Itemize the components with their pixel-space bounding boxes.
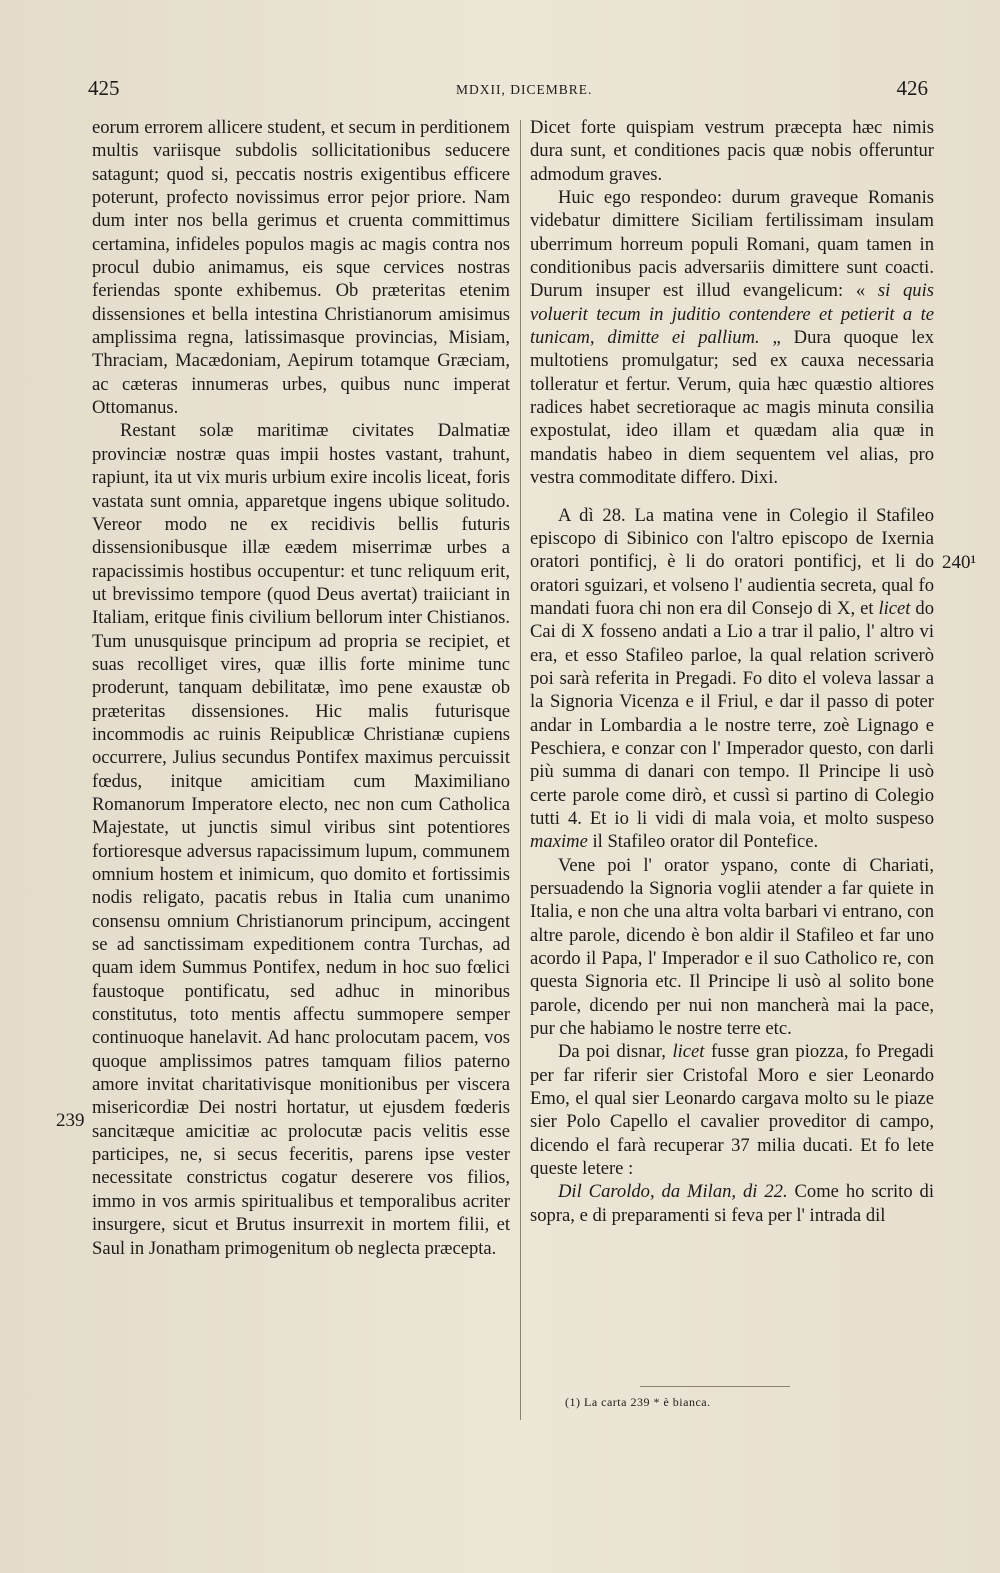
column-divider bbox=[520, 120, 521, 1420]
left-paragraph: eorum errorem allicere student, et secum in perditionem multis variisque subdolis sollicitationibus seducere satagunt; quod si, peccatis nostris exigentibus efficere poterunt, profecto novissimus error pejor priore. Nam dum inter nos bella gerimus et cruenta committimus certamina, infideles populos magis ac magis contra nos procul dubio animamus, eis sque cervices nostras feriendas sponte exhibemus. Ob præteritas etenim dissensiones et bella intestina Christianorum amisimus amplissima regna, latissimasque provincias, Misiam, Thraciam, Macædoniam, Aepirum totamque Græciam, ac cæteras innumeras urbes, quibus nunc imperat Ottomanus. bbox=[92, 117, 510, 419]
footnote: (1) La carta 239 * è bianca. bbox=[565, 1395, 711, 1409]
right-paragraph bbox=[530, 1180, 934, 1227]
right-paragraph bbox=[530, 186, 934, 489]
left-column bbox=[92, 116, 510, 1260]
page-header bbox=[0, 76, 1000, 106]
left-paragraph: Restant solæ maritimæ civitates Dalmatiæ provinciæ nostræ quas impii hostes vastant, trahunt, rapiunt, ita ut vix muris urbium exire incolis liceat, foris vastata sunt omnia, apparetque ingens ubique solitudo. Vereor modo ne ex recidivis bellis futuris dissensionibusque illæ eædem miserrimæ urbes a rapacissimis hostibus occupentur: et tunc reliquum erit, ut brevissimo tempore (quod Deus avertat) traiiciant in Italiam, eritque finis civilium bellorum inter Chistianos. Tum unusquisque principum ad propria se recipiet, et suas recolliget vires, quæ illis forte minime tunc proderunt, tanquam debilitatæ, ìmo pene exaustæ ob præteritas dissensiones. Hic malis futurisque incommodis ac ruinis Reipublicæ Christianæ cupiens occurrere, Julius secundus Pontifex maximus percuissit fœdus, initque amicitiam cum Maximiliano Romanorum Imperatore electo, nec non cum Catholica Majestate, ut junctis simul viribus sint potentiores fortioresque adversus rapacissimum lupum, communem omnium hostem et inimicum, quo domito et fortissimis nodis religato, pacatis rebus in Italia cum unanimo consensu omnium Christianorum principum, accingent se ad sanctissimam expeditionem contra Turchas, ad quam idem Summus Pontifex, nedum in hoc suo fœlici faustoque pontificatu, sed adhuc in minoribus constitutus, toto mentis affectu summopere semper continuoque hanelavit. Ad hanc prolocutam pacem, vos quoque amplissimos patres tamquam filios paterno amore invitat charitativisque monitionibus per viscera misericordiæ Dei nostri hortatur, ut ejusdem fœderis sancitæque amicitiæ ac prolocutæ pacis velitis esse participes, ne, si secus feceritis, parens ipse vester necessitate constrictus cogatur deserere vos filios, immo in vos armis spiritualibus et temporalibus acriter insurgere, sicut et Brutus insurrexit in mortem filii, et Saul in Jonatham primogenitum ob neglecta præcepta. bbox=[92, 420, 510, 1259]
text-run: „ Dura quoque lex multotiens promulgatur; sed ex cauxa necessaria tolleratur et fertur. Verum, quia hæc quæstio altiores radices habet secretioraque ac magis minuta consilia expostulat, ideo illam et quædam alia quæ in mandatis habeo in diem sequentem vel alias, pro vestra commoditate differo. Dixi. bbox=[530, 327, 934, 489]
italic-quote: si quis voluerit tecum in juditio contendere et petierit a te tunicam, dimitte ei pallium. bbox=[530, 280, 934, 349]
right-column bbox=[530, 116, 934, 1227]
margin-number-left: 239 bbox=[56, 1110, 85, 1131]
italic-word: maxime bbox=[530, 831, 588, 853]
text-run: Come ho scrito di sopra, e di preparamenti si feva per l' intrada dil bbox=[530, 1181, 934, 1226]
text-run: Huic ego respondeo: durum graveque Romanis videbatur dimittere Siciliam fertilissimam insulam uberrimum horreum populi Romani, quam tamen in conditionibus pacis adversariis dimittere sunt coacti. Durum insuper est illud evangelicum: « bbox=[530, 187, 934, 302]
right-paragraph: Dicet forte quispiam vestrum præcepta hæc nimis dura sunt, et conditiones pacis quæ nobis offeruntur admodum graves. bbox=[530, 117, 934, 185]
italic-word: licet bbox=[672, 1041, 705, 1063]
text-run: do Cai di X fosseno andati a Lio a trar il palio, l' altro vi era, et esso Stafileo parloe, la qual relation scriverò poi sarà referita in Pregadi. Fo dito el voleva lassar a la Signoria Vicenza e il Friul, e dar il passo di poter andar in Lombardia a le nostre terre, zoè Lignago e Peschiera, e conzar con l' Imperador questo, con darli più summa di danari con tempo. Il Principe li usò certe parole come dirò, et cussì si partino di Colegio tutti 4. Et io li vidi di mala voia, et molto suspeso bbox=[530, 597, 934, 829]
right-paragraph bbox=[530, 504, 934, 854]
running-head: MDXII, DICEMBRE. bbox=[456, 82, 593, 97]
text-run: il Stafileo orator dil Pontefice. bbox=[587, 831, 819, 853]
margin-number-right: 240¹ bbox=[942, 552, 977, 573]
text-run: Da poi disnar, bbox=[558, 1041, 673, 1063]
text-run: A dì 28. La matina vene in Colegio il Stafileo episcopo di Sibinico con l'altro episcopo de Ixernia oratori pontificj, è li do oratori pontificj, et li do oratori sguizari, et volseno l' audientia secreta, qual fo mandati fuora chi non era dil Consejo di X, et bbox=[530, 504, 934, 619]
page-number-right: 426 bbox=[896, 76, 928, 100]
right-paragraph: Vene poi l' orator yspano, conte di Chariati, persuadendo la Signoria voglii atender a far quiete in Italia, e non che una altra volta barbari vi entrano, con altre parole, dicendo è bon aldir il Stafileo et far uno acordo il Papa, l' Imperador e il suo Catholico re, con questa Signoria etc. Il Principe li usò al solito bone parole, dicendo per nui non mancherà mai la pace, pur che habiamo le nostre terre etc. bbox=[530, 854, 934, 1040]
italic-word: licet bbox=[878, 597, 911, 619]
letter-heading: Dil Caroldo, da Milan, di 22. bbox=[558, 1181, 788, 1203]
text-run: fusse gran piozza, fo Pregadi per far riferir sier Cristofal Moro e sier Leonardo Emo, el qual sier Leonardo cargava molto su le piaze sier Polo Capello el cavalier proveditor di campo, dicendo el farà recuperar 37 milia ducati. Et fo lete queste letere : bbox=[530, 1041, 934, 1180]
right-paragraph bbox=[530, 1040, 934, 1180]
footnote-rule bbox=[640, 1386, 790, 1387]
page-number-left: 425 bbox=[88, 76, 120, 100]
